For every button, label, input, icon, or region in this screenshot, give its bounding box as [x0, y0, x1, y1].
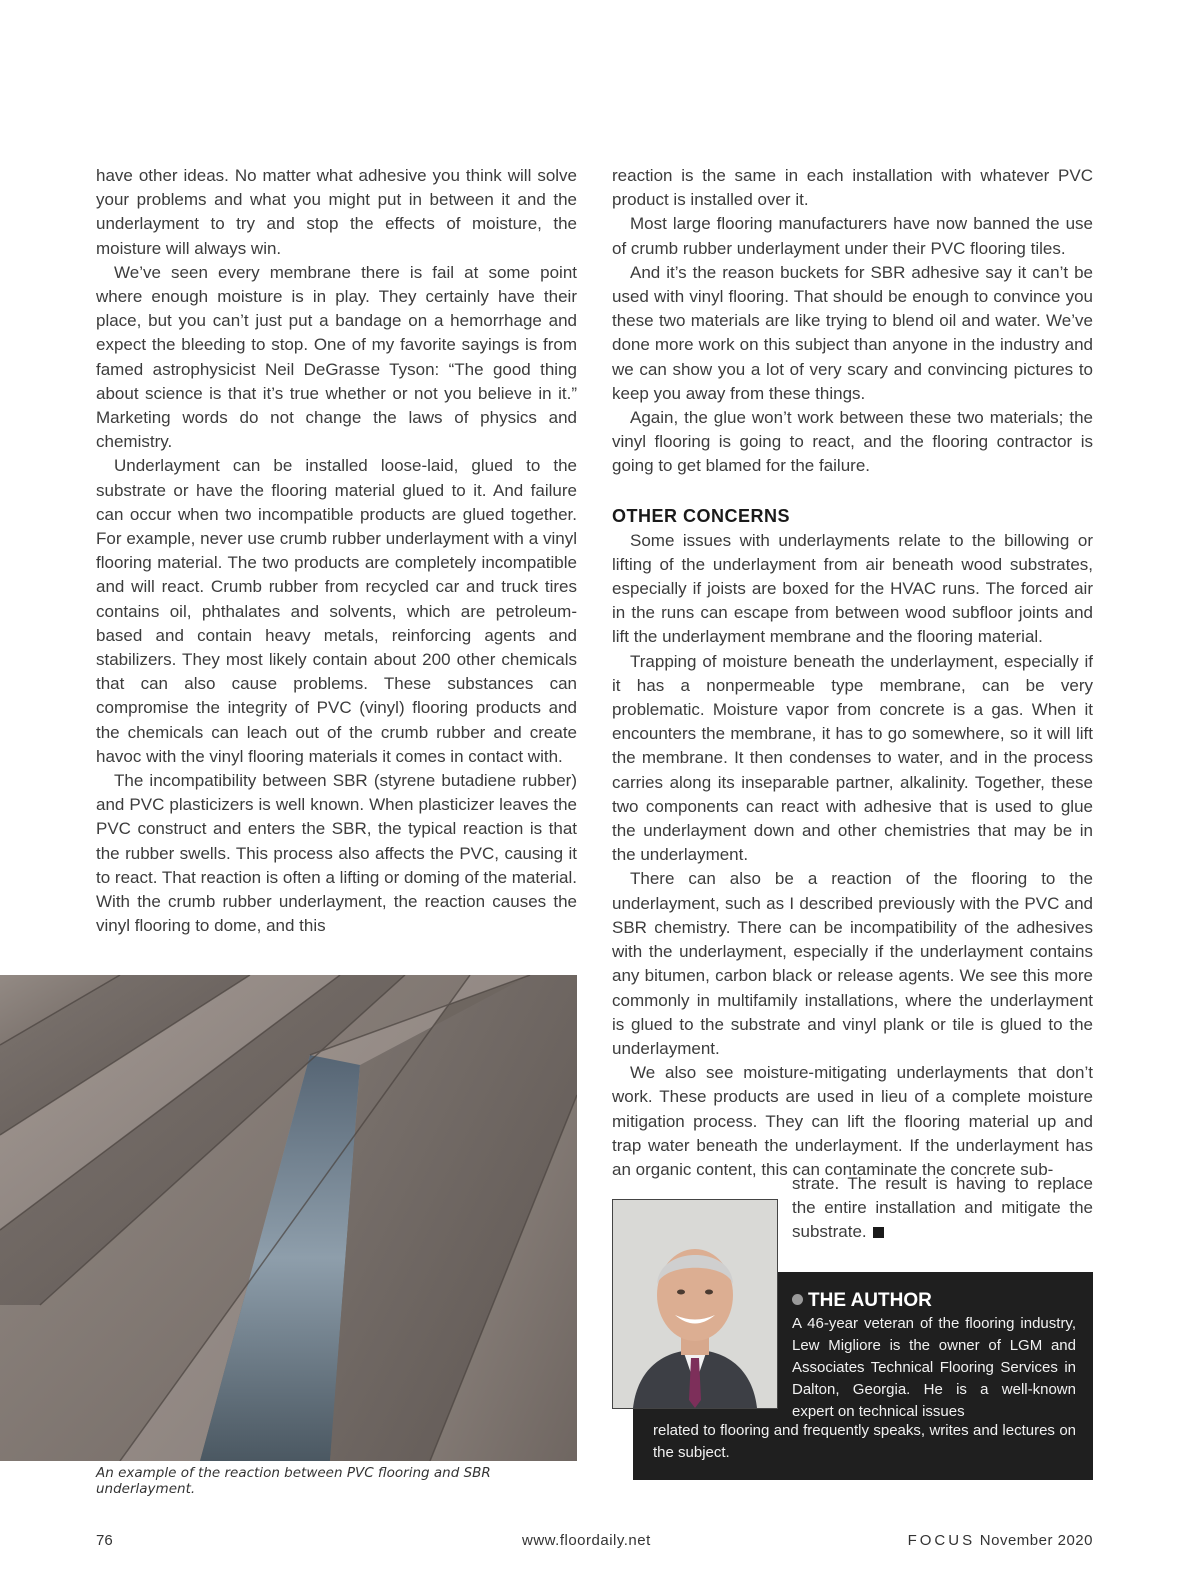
body-paragraph: And it’s the reason buckets for SBR adhesive say it can’t be used with vinyl flooring. That should be enough to convince you these two materials are like trying to blend oil and water. We’ve done more work on this subject than anyone in the industry and we can show you a lot of very scary and convincing pictures to keep you away from these things.: [612, 262, 1093, 403]
left-column: [96, 164, 577, 939]
issue-info: [908, 1532, 1093, 1549]
closing-text: strate. The result is having to replace the entire installation and mitigate the substrate.: [792, 1174, 1093, 1242]
photo-caption: An example of the reaction between PVC flooring and SBR underlayment.: [96, 1465, 491, 1497]
body-paragraph: We’ve seen every membrane there is fail at some point where enough moisture is in play. They certainly have their place, but you can’t just put a bandage on a hemorrhage and expect the bleeding to stop. One of my favorite sayings is from famed astrophysicist Neil DeGrasse Tyson: “The good thing about science is that it’s true whether or not you believe in it.” Marketing words do not change the laws of physics and chemistry.: [96, 262, 577, 452]
body-paragraph: Trapping of moisture beneath the underlayment, especially if it has a nonpermeable type membrane, can be very problematic. Moisture vapor from concrete is a gas. When it encounters the membrane, it has to go somewhere, so it will lift the membrane. It then condenses to water, and in the process carries along its inseparable partner, alkalinity. Together, these two components can react with adhesive that is used to glue the underlayment down and other chemistries that may be in the underlayment.: [612, 651, 1093, 865]
body-paragraph: Some issues with underlayments relate to the billowing or lifting of the underlayment from air beneath wood substrates, especially if joists are boxed for the HVAC runs. The forced air in the runs can escape from between wood subfloor joints and lift the underlayment membrane and the flooring material.: [612, 530, 1093, 647]
necktie: [689, 1358, 701, 1408]
end-mark-icon: [873, 1227, 884, 1238]
body-paragraph: There can also be a reaction of the flooring to the underlayment, such as I described previously with the PVC and SBR chemistry. There can be incompatibility of the adhesives with the underlayment, especially if the underlayment contains any bitumen, carbon black or release agents. We see this more commonly in multifamily installations, where the underlayment is glued to the substrate and vinyl plank or tile is glued to the underlayment.: [612, 869, 1093, 1058]
floor-photo: [0, 975, 577, 1461]
section-heading: OTHER CONCERNS: [612, 505, 791, 526]
body-paragraph: The incompatibility between SBR (styrene butadiene rubber) and PVC plasticizers is well known. When plasticizer leaves the PVC construct and enters the SBR, the typical reaction is that the rubber swells. This process also affects the PVC, causing it to react. That reaction is often a lifting or doming of the material. With the crumb rubber underlayment, the reaction causes the vinyl flooring to dome, and this: [96, 771, 577, 936]
author-heading: [792, 1290, 932, 1312]
body-paragraph: Again, the glue won’t work between these two materials; the vinyl flooring is going to react, and the flooring contractor is going to get blamed for the failure.: [612, 408, 1093, 476]
body-paragraph: reaction is the same in each installation with whatever PVC product is installed over it.: [612, 166, 1093, 210]
page-number: 76: [96, 1532, 113, 1549]
body-paragraph: We also see moisture-mitigating underlayments that don’t work. These products are used in lieu of a complete moisture mitigation process. They can lift the flooring material up and trap water beneath the underlayment. If the underlayment has an organic content, this can contaminate the concrete sub-: [612, 1063, 1093, 1179]
author-bio-continued: related to flooring and frequently speaks, writes and lectures on the subject.: [653, 1422, 1076, 1461]
right-column: [612, 164, 1093, 1182]
bullet-icon: [792, 1294, 803, 1305]
body-paragraph: Underlayment can be installed loose-laid, glued to the substrate or have the flooring material glued to it. And failure can occur when two incompatible products are glued together. For example, never use crumb rubber underlayment with a vinyl flooring material. The two products are completely incompatible and will react. Crumb rubber from recycled car and truck tires contains oil, phthalates and solvents, which are petroleum-based and contain heavy metals, reinforcing agents and stabilizers. They most likely contain about 200 other chemicals that can also cause problems. These substances can compromise the integrity of PVC (vinyl) flooring products and the chemicals can leach out of the crumb rubber and create havoc with the vinyl flooring materials it comes in contact with.: [96, 456, 577, 766]
author-photo: [612, 1199, 778, 1409]
author-bio: A 46-year veteran of the flooring industry, Lew Migliore is the owner of LGM and Associates Technical Flooring Services in Dalton, Georgia. He is a well-known expert on technical issues: [792, 1315, 1076, 1420]
body-paragraph: have other ideas. No matter what adhesive you think will solve your problems and what you might put in between it and the underlayment to try and stop the effects of moisture, the moisture will always win.: [96, 166, 577, 258]
closing-paragraph: [792, 1172, 1093, 1245]
website-url: www.floordaily.net: [522, 1532, 651, 1549]
body-paragraph: Most large flooring manufacturers have now banned the use of crumb rubber underlayment under their PVC flooring tiles.: [612, 214, 1093, 258]
issue-date: November 2020: [979, 1532, 1093, 1549]
publication-name: FOCUS: [907, 1532, 976, 1549]
author-heading-text: THE AUTHOR: [808, 1290, 932, 1311]
